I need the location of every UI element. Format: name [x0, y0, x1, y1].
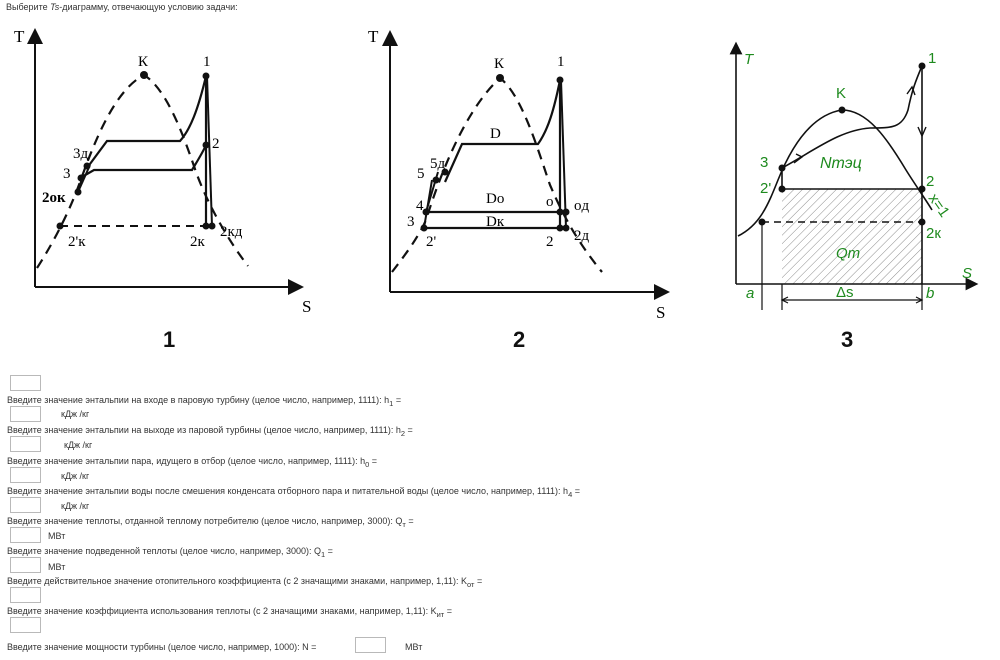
question-q1: Введите значение подведенной теплоты (целое число, например, 3000): $Q_1$ = [7, 546, 333, 559]
n-unit: МВт [405, 642, 423, 652]
diagram-1-number: 1 [163, 327, 176, 352]
point-2ok [75, 189, 82, 196]
point-2k [203, 223, 210, 230]
t-axis-label: T [744, 51, 754, 68]
label-b: b [926, 285, 935, 302]
point-1 [919, 63, 926, 70]
label-k: K [836, 85, 847, 102]
point-2kd [209, 223, 216, 230]
label-2kd: 2кд [220, 224, 243, 240]
question-h0: Введите значение энтальпии пара, идущего в отбор (целое число, например, 1111): $h_0$ = [7, 456, 378, 469]
label-3: 3 [760, 154, 769, 171]
point-2k [919, 219, 926, 226]
point-3 [78, 175, 85, 182]
heat-area-hatch [782, 189, 922, 284]
question-qt: Введите значение теплоты, отданной теплому потребителю (целое число, например, 3000): $Q_т$ = [7, 516, 414, 529]
s-axis-label: S [656, 303, 666, 322]
h2-input[interactable] [10, 436, 41, 452]
diagram-2-number: 2 [513, 327, 526, 352]
label-a: a [746, 285, 755, 302]
label-Do: Do [486, 191, 505, 207]
h0-input[interactable] [10, 467, 41, 483]
kit-input[interactable] [10, 617, 41, 633]
diagram-3-number: 3 [841, 327, 854, 352]
n-input[interactable] [355, 637, 386, 653]
s-axis-label: S [962, 265, 973, 282]
label-2k-left: 2'к [68, 234, 86, 250]
real-expansion-line [561, 80, 566, 228]
ts-diagram-3[interactable] [720, 0, 1000, 330]
label-5: 5 [417, 166, 425, 182]
point-3 [779, 165, 786, 172]
label-5d: 5д [430, 156, 446, 172]
question-kit: Введите значение коэффициента использования теплоты (с 2 значащими знаками, например, 1,11): $K_{ит}$ = [7, 606, 452, 619]
t-axis-label: T [368, 27, 379, 46]
kot-input[interactable] [10, 587, 41, 603]
question-h4: Введите значение энтальпии воды после смешения конденсата отборного пара и питательной воды (целое число, например, 1111): $h_4$ = [7, 486, 580, 499]
question-h2: Введите значение энтальпии на выходе из паровой турбины (целое число, например, 1111): $h_2$ = [7, 425, 413, 438]
point-2 [203, 142, 210, 149]
critical-point [496, 74, 504, 82]
point-od [563, 209, 570, 216]
qt-input[interactable] [10, 527, 41, 543]
label-2: 2 [926, 173, 935, 190]
point-3 [421, 225, 428, 232]
point-o [557, 209, 564, 216]
ts-diagram-2[interactable] [340, 0, 680, 330]
label-n-tec: Nтэц [820, 155, 862, 172]
t-axis-label: T [14, 27, 25, 46]
label-k: К [138, 54, 149, 70]
point-2 [557, 225, 564, 232]
point-left [759, 219, 766, 226]
qt-unit: МВт [48, 531, 66, 541]
label-4: 4 [416, 198, 424, 214]
task-instruction: Выберите Ts-диаграмму, отвечающую условию задачи: [6, 2, 238, 12]
label-2ok: 2ок [42, 190, 66, 206]
point-2k-left [57, 223, 64, 230]
point-2prime [779, 186, 786, 193]
point-1 [203, 73, 210, 80]
ts-diagram-1[interactable] [0, 0, 330, 330]
label-o: o [546, 194, 554, 210]
label-q-t: Qт [836, 245, 861, 262]
label-2k: 2к [926, 225, 941, 242]
h2-unit: кДж /кг [64, 440, 93, 450]
label-2: 2 [546, 234, 554, 250]
label-Dk: Dк [486, 214, 505, 230]
label-2prime: 2' [760, 180, 772, 197]
point-5 [433, 177, 440, 184]
label-3: 3 [63, 166, 71, 182]
question-kot: Введите действительное значение отопительного коэффициента (с 2 значащими знаками, например, 1,11): $K_{от}$ = [7, 576, 483, 589]
label-1: 1 [928, 50, 937, 67]
label-1: 1 [557, 54, 565, 70]
point-3d [84, 163, 91, 170]
h0-unit: кДж /кг [61, 471, 90, 481]
label-od: oд [574, 198, 590, 214]
label-x1: x=1 [924, 190, 953, 221]
question-n: Введите значение мощности турбины (целое число, например, 1000): N = [7, 642, 317, 652]
label-3d: 3д [73, 146, 89, 162]
h4-input[interactable] [10, 497, 41, 513]
critical-point [839, 107, 846, 114]
critical-point [140, 71, 148, 79]
point-1 [557, 77, 564, 84]
diagram-choice-input[interactable] [10, 375, 41, 391]
label-2d: 2д [574, 228, 590, 244]
h1-input[interactable] [10, 406, 41, 422]
label-delta-s: Δs [836, 284, 854, 301]
h4-unit: кДж /кг [61, 501, 90, 511]
label-2prime: 2' [426, 234, 437, 250]
label-2k: 2к [190, 234, 205, 250]
label-D: D [490, 126, 501, 142]
point-2 [919, 186, 926, 193]
h1-unit: кДж /кг [61, 409, 90, 419]
label-3: 3 [407, 214, 415, 230]
question-h1: Введите значение энтальпии на входе в паровую турбину (целое число, например, 1111): $h_1$ = [7, 395, 402, 408]
s-axis-label: S [302, 297, 312, 316]
q1-input[interactable] [10, 557, 41, 573]
label-1: 1 [203, 54, 211, 70]
label-2: 2 [212, 136, 220, 152]
point-2d [563, 225, 570, 232]
label-k: К [494, 56, 505, 72]
q1-unit: МВт [48, 562, 66, 572]
point-4 [423, 209, 430, 216]
